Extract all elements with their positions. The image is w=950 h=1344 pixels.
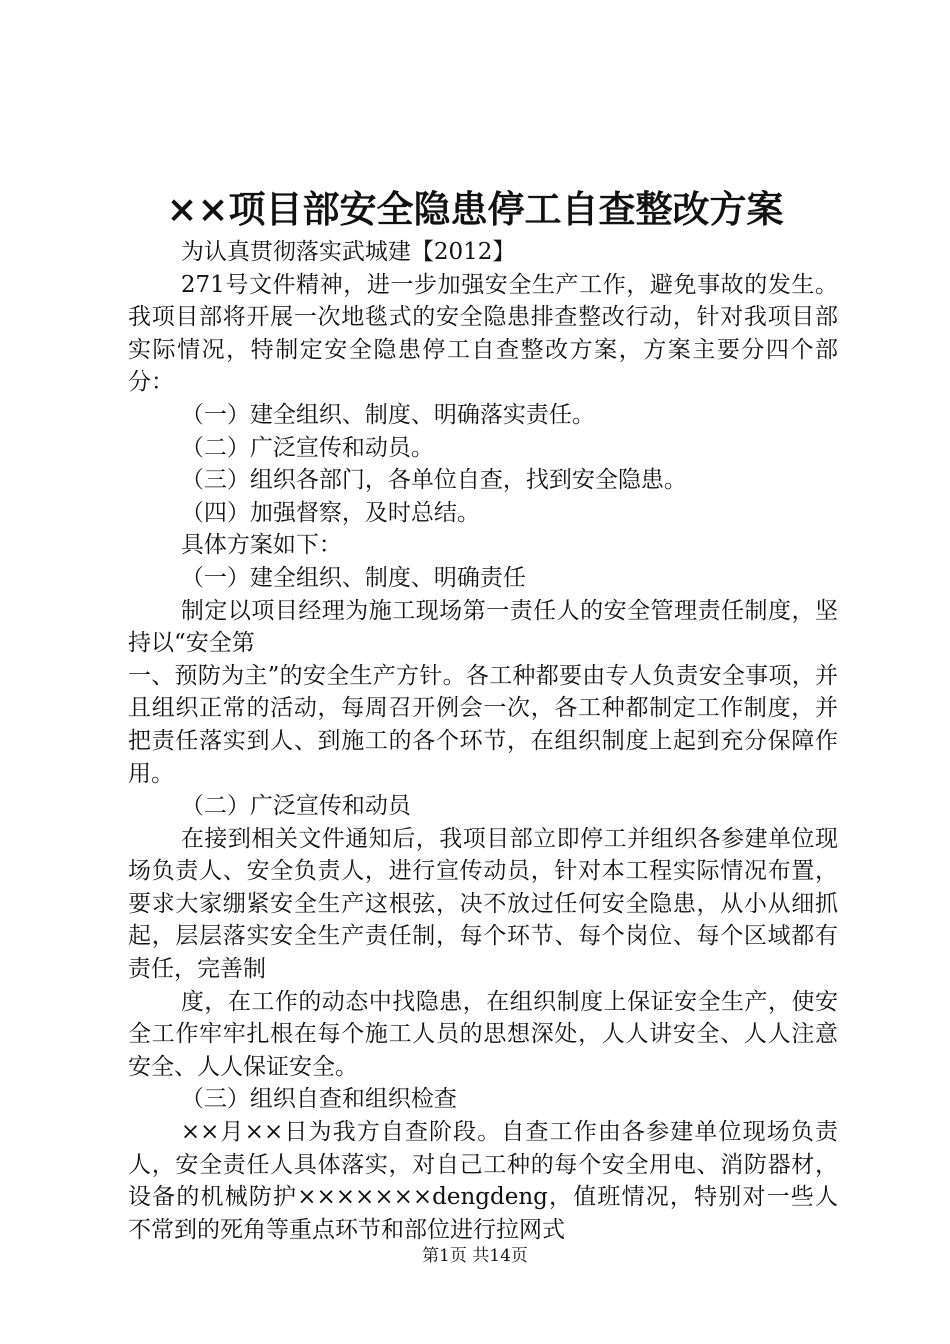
- paragraph: 具体方案如下：: [180, 532, 342, 559]
- paragraph: （二）广泛宣传和动员: [180, 793, 411, 820]
- paragraph: （四）加强督察，及时总结。: [180, 499, 480, 526]
- paragraph: ××月××日为我方自查阶段。自查工作由各参建单位现场负责人，安全责任人具体落实，对自己工种的每个安全用电、消防器材，设备的机械防护×××××××dengdeng，值班情况，特别对一些人不常到的死角等重点环节和部位进行拉网式: [128, 1119, 838, 1243]
- paragraph: 一、预防为主”的安全生产方针。各工种都要由专人负责安全事项，并且组织正常的活动，每周召开例会一次，各工种都制定工作制度，并把责任落实到人、到施工的各个环节，在组织制度上起到充分保障作用。: [128, 662, 838, 787]
- paragraph: 制定以项目经理为施工现场第一责任人的安全管理责任制度，坚持以“安全第: [128, 597, 838, 657]
- paragraph: 在接到相关文件通知后，我项目部立即停工并组织各参建单位现场负责人、安全负责人，进行宣传动员，针对本工程实际情况布置，要求大家绷紧安全生产这根弦，决不放过任何安全隐患，从小从细抓起，层层落实安全生产责任制，每个环节、每个岗位、每个区域都有责任，完善制: [128, 825, 838, 983]
- paragraph: （一）建全组织、制度、明确落实责任。: [180, 401, 595, 428]
- paragraph: （三）组织各部门，各单位自查，找到安全隐患。: [180, 467, 687, 494]
- document-title: ××项目部安全隐患停工自查整改方案: [166, 187, 784, 231]
- paragraph: 为认真贯彻落实武城建【2012】: [180, 239, 516, 265]
- paragraph: （二）广泛宣传和动员。: [180, 434, 434, 461]
- paragraph: （三）组织自查和组织检查: [180, 1086, 457, 1113]
- paragraph: 271号文件精神，进一步加强安全生产工作，避免事故的发生。我项目部将开展一次地毯式的安全隐患排查整改行动，针对我项目部实际情况，特制定安全隐患停工自查整改方案，方案主要分四个部分：: [128, 271, 838, 396]
- paragraph: （一）建全组织、制度、明确责任: [180, 564, 526, 591]
- page-footer: 第1页 共14页: [422, 1246, 528, 1266]
- document-body: [128, 236, 838, 1246]
- paragraph: 度，在工作的动态中找隐患，在组织制度上保证安全生产，使安全工作牢牢扎根在每个施工人员的思想深处，人人讲安全、人人注意安全、人人保证安全。: [128, 988, 838, 1080]
